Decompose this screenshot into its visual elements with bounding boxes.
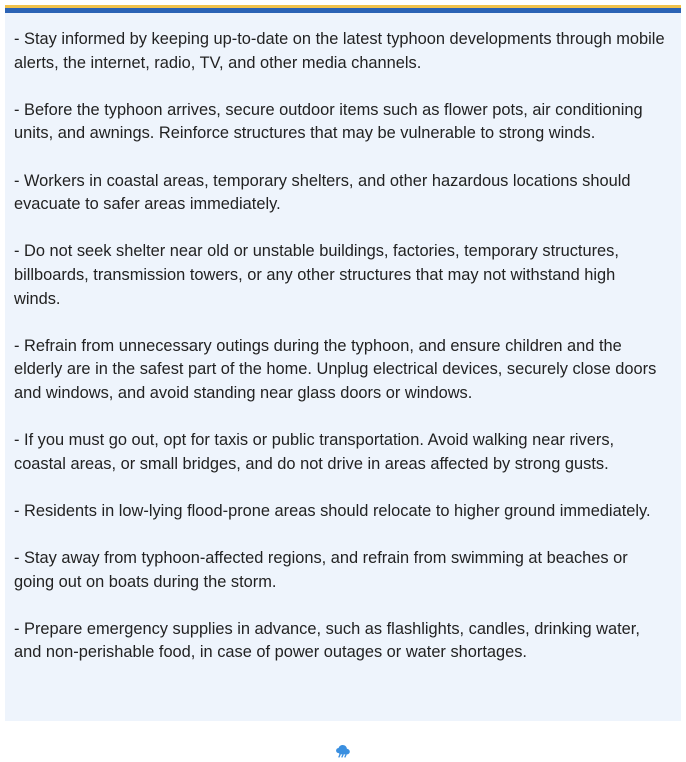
tip-item: - Do not seek shelter near old or unstable buildings, factories, temporary structures, billboards, transmission towers, or any other structures that may not withstand high winds.	[14, 242, 619, 308]
tips-list	[14, 28, 666, 689]
card-top-accent-bar	[5, 8, 681, 13]
tip-item: - Stay informed by keeping up-to-date on the latest typhoon developments through mobile alerts, the internet, radio, TV, and other media channels.	[14, 30, 665, 72]
tip-item: - Stay away from typhoon-affected regions, and refrain from swimming at beaches or going out on boats during the storm.	[14, 549, 628, 591]
typhoon-tips-card	[5, 5, 681, 721]
tip-item: - If you must go out, opt for taxis or public transportation. Avoid walking near rivers, coastal areas, or small bridges, and do not drive in areas affected by strong gusts.	[14, 431, 615, 473]
tip-item: - Prepare emergency supplies in advance, such as flashlights, candles, drinking water, and non-perishable food, in case of power outages or water shortages.	[14, 619, 640, 662]
tip-item: - Refrain from unnecessary outings during the typhoon, and ensure children and the elderly are in the safest part of the home. Unplug electrical devices, securely close doors and windows, and avoid standing near glass doors or windows.	[14, 336, 657, 402]
tip-item: - Workers in coastal areas, temporary shelters, and other hazardous locations should evacuate to safer areas immediately.	[14, 171, 631, 214]
rain-cloud-icon	[335, 743, 351, 759]
tip-item: - Before the typhoon arrives, secure outdoor items such as flower pots, air conditioning units, and awnings. Reinforce structures that may be vulnerable to strong winds.	[14, 100, 643, 143]
tip-item: - Residents in low-lying flood-prone areas should relocate to higher ground immediately.	[14, 501, 651, 520]
